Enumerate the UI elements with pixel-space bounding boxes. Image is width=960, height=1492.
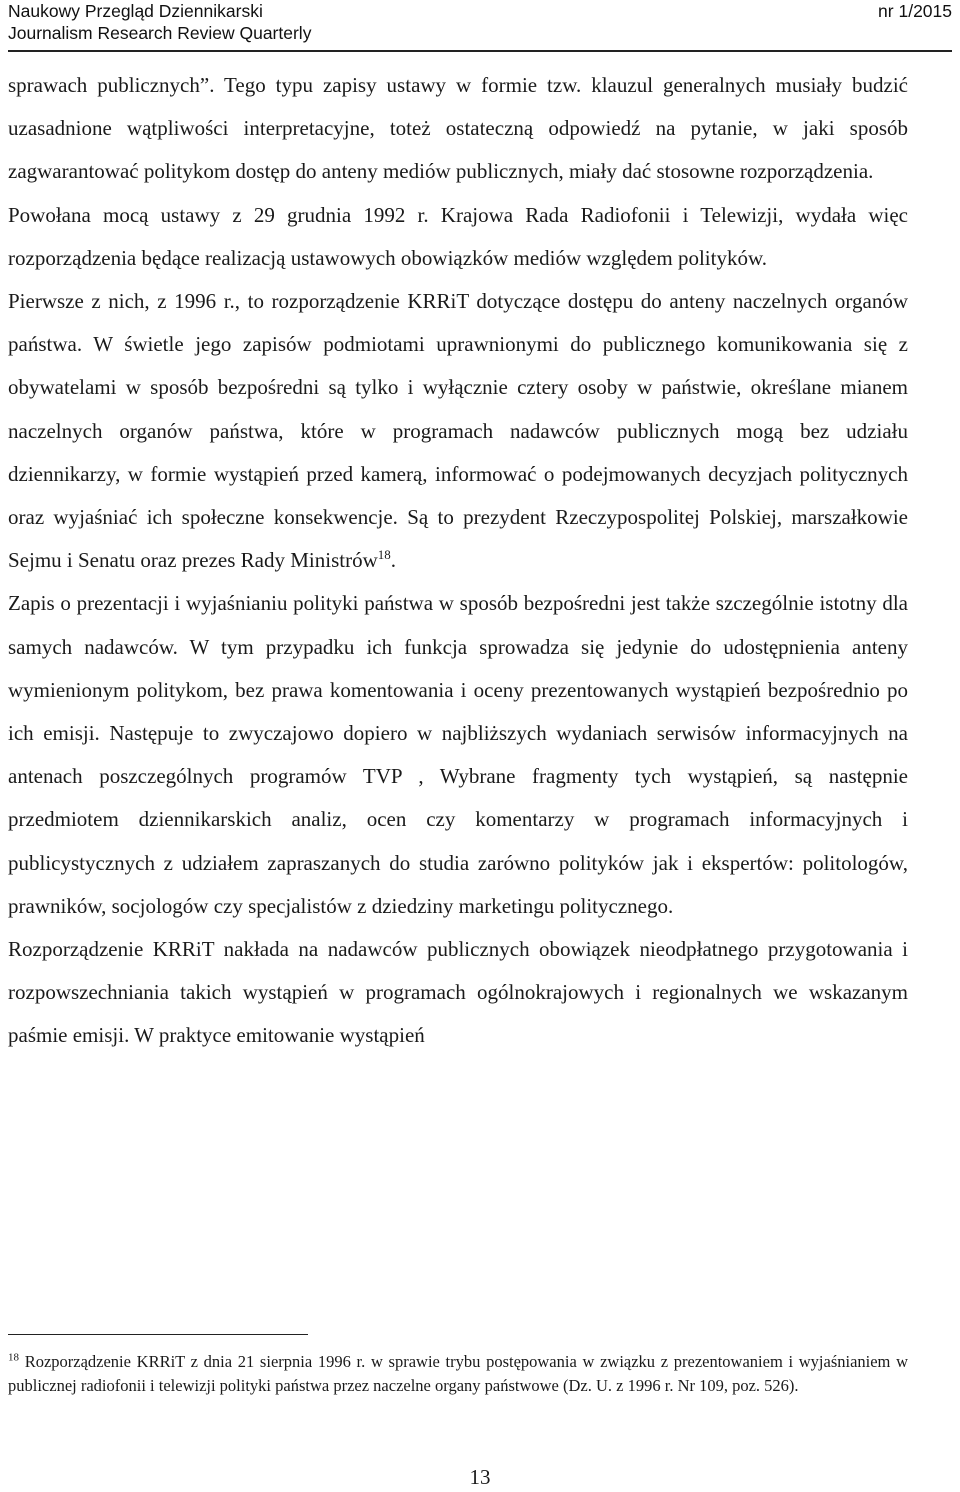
issue-number: nr 1/2015	[878, 1, 952, 21]
page-number: 13	[469, 1465, 491, 1489]
main-text	[8, 64, 908, 1058]
footnote-text: Rozporządzenie KRRiT z dnia 21 sierpnia 1996 r. w sprawie trybu postępowania w związku z prezentowaniem i wyjaśnianiem w publicznej radiofonii i telewizji polityki państwa przez naczelne organy państwowe (Dz. U. z 1996 r. Nr 109, poz. 526).	[8, 1352, 908, 1395]
journal-title-english: Journalism Research Review Quarterly	[8, 23, 312, 43]
footnote-separator	[8, 1334, 308, 1335]
footnote-reference: 18	[377, 547, 391, 563]
footnote	[8, 1350, 908, 1398]
paragraph-3-text: Pierwsze z nich, z 1996 r., to rozporządzenie KRRiT dotyczące dostępu do anteny naczelnych organów państwa. W świetle jego zapisów podmiotami uprawnionymi do publicznego komunikowania się z obywatelami w sposób bezpośredni są tylko i wyłącznie cztery osoby w państwie, określane mianem naczelnych organów państwa, które w programach nadawców publicznych mogą bez udziału dziennikarzy, w formie wystąpień przed kamerą, informować o podejmowanych decyzjach politycznych oraz wyjaśniać ich społeczne konsekwencje. Są to prezydent Rzeczypospolitej Polskiej, marszałkowie Sejmu i Senatu oraz prezes Rady Ministrów	[8, 289, 908, 573]
running-header	[8, 0, 952, 52]
paragraph-2: Powołana mocą ustawy z 29 grudnia 1992 r. Krajowa Rada Radiofonii i Telewizji, wydała więc rozporządzenia będące realizacją ustawowych obowiązków mediów względem polityków.	[8, 202, 908, 270]
journal-title-polish: Naukowy Przegląd Dziennikarski	[8, 1, 263, 21]
paragraph-3-end: .	[390, 548, 397, 573]
paragraph-4: Zapis o prezentacji i wyjaśnianiu polityki państwa w sposób bezpośredni jest także szczególnie istotny dla samych nadawców. W tym przypadku ich funkcja sprowadza się jedynie do udostępnienia anteny wymienionym politykom, bez prawa komentowania i oceny prezentowanych wystąpień bezpośrednio po ich emisji. Następuje to zwyczajowo dopiero w najbliższych wydaniach serwisów informacyjnych na antenach poszczególnych programów TVP , Wybrane fragmenty tych wystąpień, są następnie przedmiotem dziennikarskich analiz, ocen czy komentarzy w programach informacyjnych i publicystycznych z udziałem zapraszanych do studia zarówno polityków jak i ekspertów: politologów, prawników, socjologów czy specjalistów z dziedziny marketingu politycznego.	[8, 591, 908, 918]
paragraph-5: Rozporządzenie KRRiT nakłada na nadawców publicznych obowiązek nieodpłatnego przygotowania i rozpowszechniania takich wystąpień w programach ogólnokrajowych i regionalnych we wskazanym paśmie emisji. W praktyce emitowanie wystąpień	[8, 937, 908, 1048]
footnote-number: 18	[8, 1351, 19, 1364]
paragraph-1: sprawach publicznych”. Tego typu zapisy ustawy w formie tzw. klauzul generalnych musiały budzić uzasadnione wątpliwości interpretacyjne, toteż ostateczną odpowiedź na pytanie, w jaki sposób zagwarantować politykom dostęp do anteny mediów publicznych, miały dać stosowne rozporządzenia.	[8, 73, 908, 184]
paragraph-3	[8, 280, 908, 582]
